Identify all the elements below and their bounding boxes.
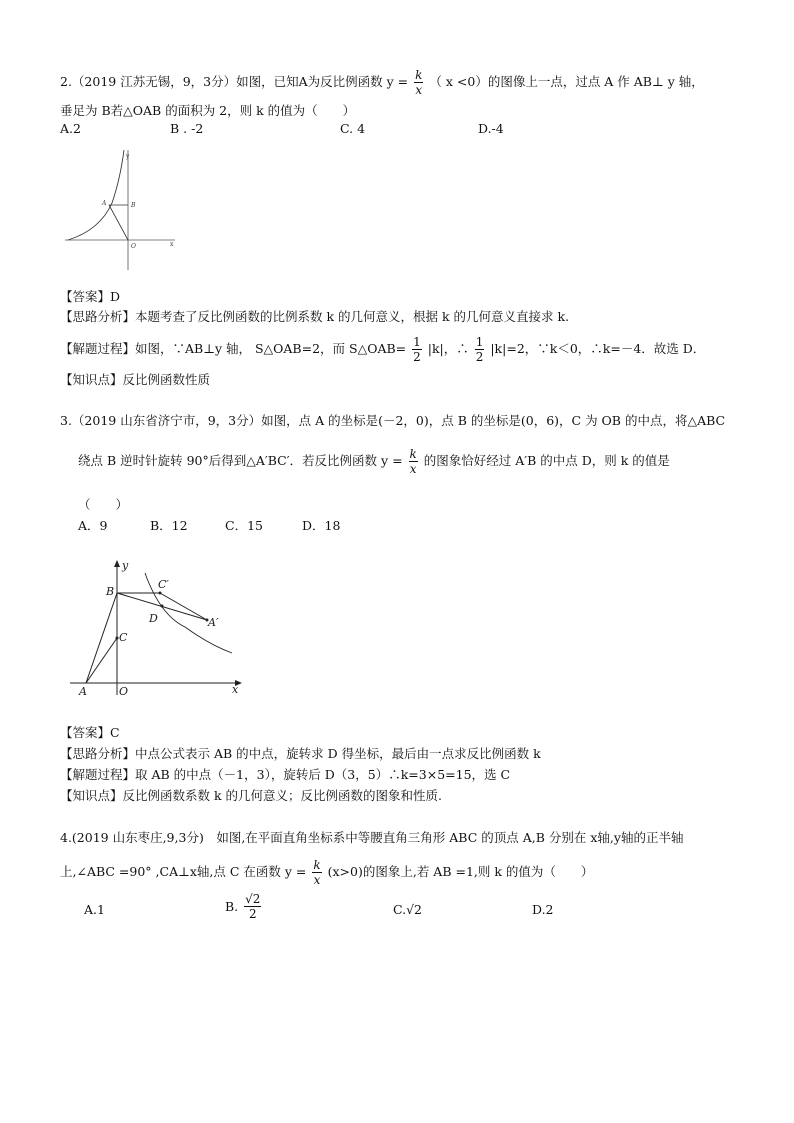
- q3-fraction: $\frac{k}{x}$: [409, 447, 417, 476]
- q3-y-arrow: [114, 560, 120, 567]
- q2-fraction: $\frac{k}{x}$: [415, 68, 423, 97]
- q3-label-c2: C′: [158, 578, 169, 591]
- q2-stem-post: （ x <0）的图像上一点，过点 A 作 AB⊥ y 轴，: [429, 74, 704, 89]
- q3-stem-line1: 3.（2019 山东省济宁市，9，3分）如图，点 A 的坐标是(－2，0)，点 B 的坐标是(0，6)，C 为 OB 的中点，将△ABC: [60, 413, 726, 428]
- q2-label-b: B: [131, 202, 136, 209]
- q3-label-a: A: [79, 685, 87, 698]
- q2-label-a: A: [102, 200, 107, 207]
- q3-segment-ab: [86, 593, 117, 683]
- q2-option-b: B . -2: [170, 121, 204, 136]
- q2-segment-ao: [109, 205, 128, 240]
- q3-label-o: O: [119, 685, 129, 698]
- q2-label-y: y: [126, 153, 130, 160]
- q2-stem-line1: [60, 68, 704, 97]
- q4-option-a: A.1: [84, 902, 105, 917]
- q3-segment-c2a2: [160, 593, 207, 620]
- q2-label-x: x: [170, 241, 174, 248]
- q3-option-c: C．15: [225, 518, 263, 533]
- q3-option-a: A．9: [78, 518, 108, 533]
- q3-label-c: C: [119, 631, 128, 644]
- q2-answer: 【答案】D: [60, 289, 121, 304]
- q2-stem-pre: 2.（2019 江苏无锡，9，3分）如图，已知A为反比例函数 y =: [60, 74, 409, 89]
- q2-option-a: A.2: [60, 121, 81, 136]
- q4-option-c: C.√2: [393, 902, 423, 917]
- q2-half-2: $\frac{1}{2}$: [475, 335, 484, 364]
- q3-analysis: 【思路分析】中点公式表示 AB 的中点，旋转求 D 得坐标，最后由一点求反比例函数 k: [60, 746, 541, 761]
- q3-label-a2: A′: [208, 616, 219, 629]
- q4-stem-line2: 上,∠ABC =90° ,CA⊥x轴,点 C 在函数 y = $\frac{k}{x}$ (x>0)的图象上,若 AB =1,则 k 的值为（ ）: [60, 858, 594, 887]
- q3-option-b: B．12: [150, 518, 188, 533]
- q4-option-b-fraction: $\frac{√2}{2}$: [245, 892, 261, 921]
- q3-segment-ac: [86, 638, 117, 683]
- q3-knowledge: 【知识点】反比例函数系数 k 的几何意义；反比例函数的图象和性质.: [60, 788, 442, 803]
- q2-knowledge: 【知识点】反比例函数性质: [60, 372, 211, 387]
- q3-stem-line3: （ ）: [78, 497, 129, 512]
- q2-analysis: 【思路分析】本题考查了反比例函数的比例系数 k 的几何意义，根据 k 的几何意义直接求 k.: [60, 309, 570, 324]
- q2-stem-line2: 垂足为 B若△OAB 的面积为 2，则 k 的值为（ ）: [60, 103, 356, 118]
- q3-option-d: D．18: [302, 518, 341, 533]
- q3-label-y: y: [122, 559, 129, 572]
- q4-option-b: B. $\frac{√2}{2}$: [225, 892, 261, 921]
- q3-label-x: x: [232, 683, 239, 696]
- q4-fraction: $\frac{k}{x}$: [313, 858, 321, 887]
- q2-option-d: D.-4: [478, 121, 504, 136]
- q3-point-c2: [159, 592, 162, 595]
- q3-point-d: [161, 605, 164, 608]
- q3-figure: [60, 555, 260, 705]
- q2-figure: [60, 145, 185, 280]
- q3-stem-line2: 绕点 B 逆时针旋转 90°后得到△A′BC′．若反比例函数 y = $\frac{k}{x}$ 的图象恰好经过 A′B 的中点 D，则 k 的值是: [78, 447, 670, 476]
- q2-solution: 【解题过程】如图，∵AB⊥y 轴， S△OAB=2，而 S△OAB= $\frac{1}{2}$ |k|，∴ $\frac{1}{2}$ |k|=2，∵k＜0，∴k=－4．故选 D．: [60, 335, 706, 364]
- q3-label-b: B: [106, 585, 115, 598]
- q2-half-1: $\frac{1}{2}$: [413, 335, 421, 364]
- q2-option-c: C. 4: [340, 121, 366, 136]
- q4-option-d: D.2: [532, 902, 554, 917]
- q3-label-d: D: [149, 612, 158, 625]
- q2-curve: [68, 150, 124, 240]
- q3-solution: 【解题过程】取 AB 的中点（－1，3），旋转后 D（3，5）∴k=3×5=15，选 C: [60, 767, 511, 782]
- q3-answer: 【答案】C: [60, 725, 120, 740]
- q4-stem-line1: 4.(2019 山东枣庄,9,3分) 如图,在平面直角坐标系中等腰直角三角形 ABC 的顶点 A,B 分别在 x轴,y轴的正半轴: [60, 830, 684, 845]
- q2-label-o: O: [131, 243, 136, 250]
